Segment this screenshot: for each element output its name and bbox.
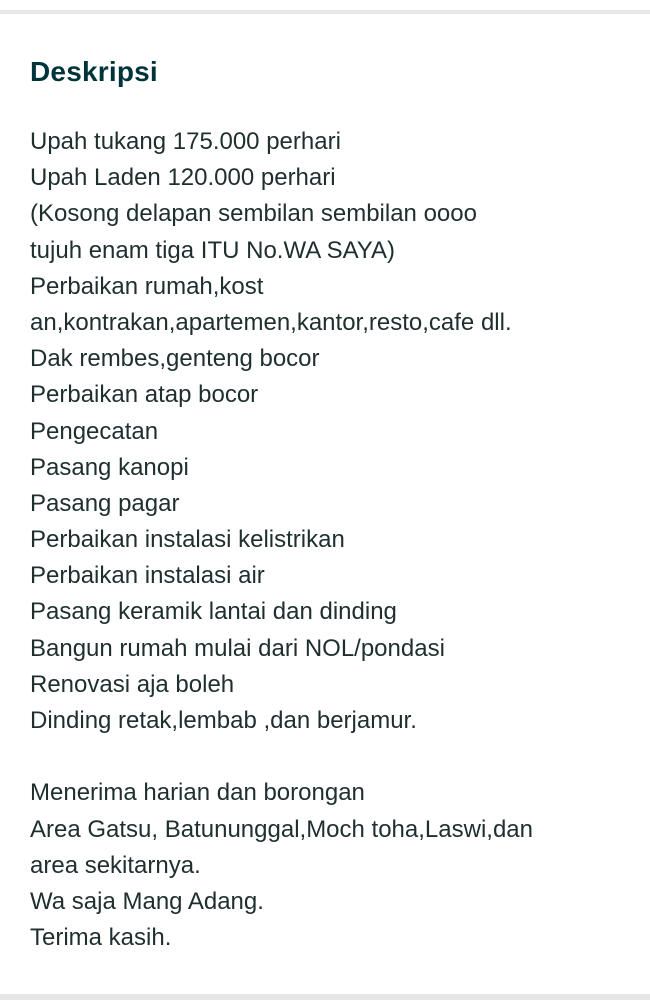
description-line: Bangun rumah mulai dari NOL/pondasi (30, 634, 445, 662)
description-line: (Kosong delapan sembilan sembilan oooo (30, 200, 477, 228)
bottom-divider (0, 994, 650, 1000)
description-line: tujuh enam tiga ITU No.WA SAYA) (30, 236, 396, 264)
description-blank-line (30, 739, 630, 775)
description-line: Dinding retak,lembab ,dan berjamur. (30, 707, 417, 734)
description-line: Perbaikan rumah,kost (30, 272, 264, 300)
description-line: Pasang kanopi (30, 453, 189, 481)
description-line: Wa saja Mang Adang. (30, 887, 264, 915)
description-line: Dak rembes,genteng bocor (30, 345, 320, 373)
description-line: Perbaikan instalasi air (30, 562, 265, 590)
description-heading: Deskripsi (30, 56, 158, 87)
description-line: Upah Laden 120.000 perhari (30, 164, 336, 192)
description-card (0, 14, 650, 994)
description-line: Terima kasih. (30, 924, 172, 952)
description-line: Menerima harian dan borongan (30, 779, 365, 807)
description-text (30, 124, 630, 956)
description-line: Perbaikan instalasi kelistrikan (30, 526, 345, 554)
description-line: Pasang keramik lantai dan dinding (30, 598, 397, 626)
description-line: Area Gatsu, Batununggal,Moch toha,Laswi,dan (30, 815, 533, 843)
description-line: an,kontrakan,apartemen,kantor,resto,cafe dll. (30, 308, 512, 336)
description-line: Pengecatan (30, 417, 159, 445)
description-line: Renovasi aja boleh (30, 670, 235, 698)
description-line: area sekitarnya. (30, 851, 201, 879)
description-line: Upah tukang 175.000 perhari (30, 128, 341, 155)
description-line: Pasang pagar (30, 489, 180, 517)
description-line: Perbaikan atap bocor (30, 381, 259, 409)
